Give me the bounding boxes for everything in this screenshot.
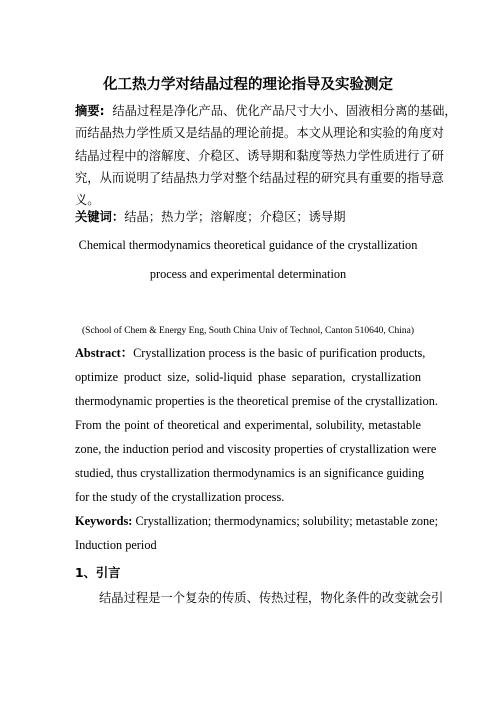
section-1-paragraph-line-1: 结晶过程是一个复杂的传质、传热过程，物化条件的改变就会引 xyxy=(99,591,444,605)
keywords-en-label: Keywords: xyxy=(75,514,133,528)
affiliation: (School of Chem & Energy Eng, South China Univ of Technol, Canton 510640, China) xyxy=(82,326,414,336)
abstract-cn-line-5: 义。 xyxy=(75,193,100,207)
keywords-cn-label: 关键词： xyxy=(75,210,125,224)
abstract-cn-line-3: 结晶过程中的溶解度、介稳区、诱导期和黏度等热力学性质进行了研 xyxy=(75,149,444,163)
abstract-cn-line-1 xyxy=(75,103,457,119)
abstract-cn-line-2: 而结晶热力学性质又是结晶的理论前提。本文从理论和实验的角度对 xyxy=(75,126,444,140)
abstract-en-line-7: for the study of the crystallization process. xyxy=(75,490,285,504)
keywords-cn xyxy=(75,209,346,225)
paper-title: 化工热力学对结晶过程的理论指导及实验测定 xyxy=(103,77,393,93)
abstract-en-line-2: optimize product size, solid-liquid phase separation, crystallization xyxy=(75,370,421,384)
keywords-cn-text: 结晶；热力学；溶解度；介稳区；诱导期 xyxy=(124,210,346,224)
abstract-en-label: Abstract： xyxy=(75,346,134,360)
keywords-en-line-1 xyxy=(75,513,439,529)
abstract-en-line-3: thermodynamic properties is the theoretical premise of the crystallization. xyxy=(75,394,438,408)
abstract-cn-label: 摘要: xyxy=(75,104,105,118)
abstract-en-line-6: studied, thus crystallization thermodynamics is an significance guiding xyxy=(75,466,425,480)
section-1-heading: 1、引言 xyxy=(75,566,121,580)
keywords-en-line-2: Induction period xyxy=(75,538,157,552)
abstract-cn-text-1: 结晶过程是净化产品、优化产品尺寸大小、固液相分离的基础， xyxy=(112,104,457,118)
abstract-cn-line-4: 究，从而说明了结晶热力学对整个结晶过程的研究具有重要的指导意 xyxy=(75,171,444,185)
abstract-en-line-5: zone, the induction period and viscosity properties of crystallization were xyxy=(75,442,437,456)
title-en-line-1: Chemical thermodynamics theoretical guidance of the crystallization xyxy=(78,238,418,252)
title-en-line-2: process and experimental determination xyxy=(149,267,347,281)
abstract-en-line-1 xyxy=(75,345,426,361)
keywords-en-text-1: Crystallization; thermodynamics; solubility; metastable zone; xyxy=(135,514,439,528)
abstract-en-text-1: Crystallization process is the basic of purification products, xyxy=(133,346,426,360)
abstract-en-line-4: From the point of theoretical and experimental, solubility, metastable xyxy=(75,418,421,432)
